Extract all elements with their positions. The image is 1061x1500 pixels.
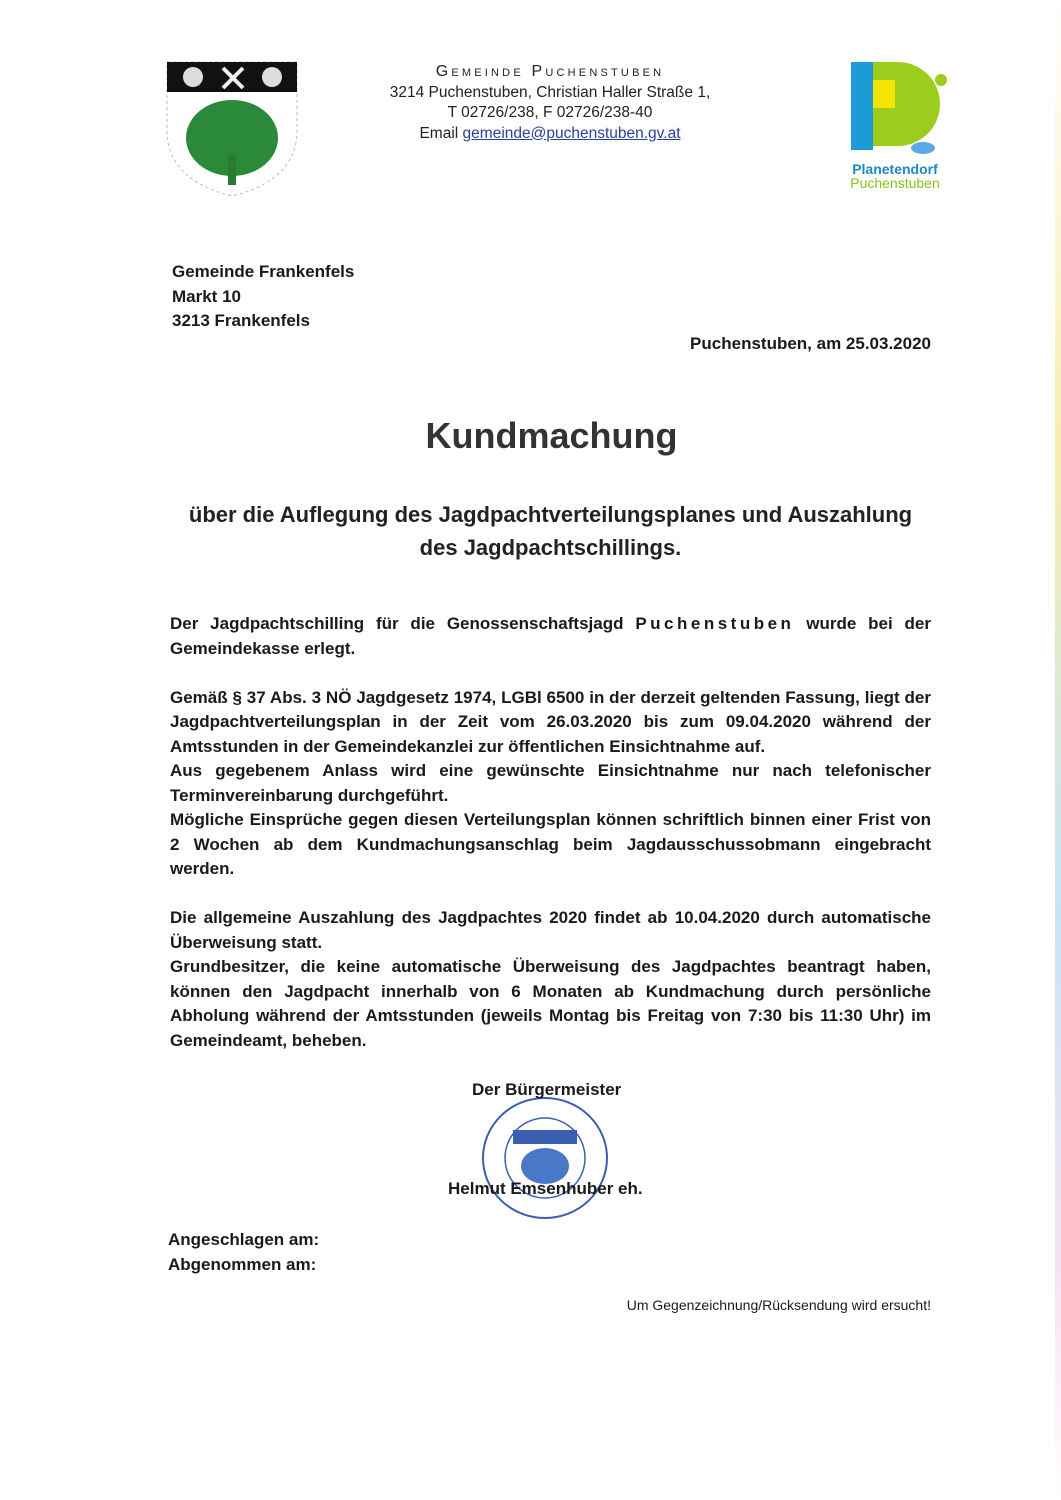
official-stamp [478, 1094, 613, 1222]
planetendorf-p-icon [843, 58, 948, 158]
paragraph [170, 686, 931, 882]
recipient-line: 3213 Frankenfels [172, 311, 310, 330]
removed-label: Abgenommen am: [168, 1254, 317, 1274]
planetendorf-logo [840, 58, 950, 190]
paragraph [170, 906, 931, 1053]
letterhead [310, 62, 790, 144]
municipality-name: Gemeinde Puchenstuben [435, 63, 665, 80]
text-spaced: Puchenstuben [635, 614, 795, 633]
subtitle-line: des Jagdpachtschillings. [419, 535, 682, 560]
text: Mögliche Einsprüche gegen diesen Verteilungsplan können schriftlich binnen einer Frist von 2 Wochen ab dem Kundmachungsanschlag beim Jagdausschussobmann eingebracht werden. [170, 810, 931, 878]
email-label: Email [419, 124, 459, 142]
subtitle-line: über die Auflegung des Jagdpachtverteilungsplanes und Auszahlung [188, 502, 913, 527]
text: Der Jagdpachtschilling für die Genossenschaftsjagd [170, 614, 624, 633]
text: wurde bei der Gemeindekasse erlegt. [170, 614, 931, 658]
recipient-line: Gemeinde Frankenfels [172, 262, 355, 281]
logo-line2: Puchenstuben [850, 175, 940, 191]
text: Gemäß § 37 Abs. 3 NÖ Jagdgesetz 1974, LGBl 6500 in der derzeit geltenden Fassung, liegt der Jagdpachtverteilungsplan in der Zeit vom 26.03.2020 bis zum 09.04.2020 während der Amtsstunden in der Gemeindekanzlei zur öffentlichen Einsichtnahme auf. [170, 687, 931, 756]
text: Grundbesitzer, die keine automatische Überweisung des Jagdpachtes beantragt haben, können den Jagdpacht innerhalb von 6 Monaten ab Kundmachung durch persönliche Abholung während der Amtsstunden (jeweils Montag bis Freitag von 7:30 bis 11:30 Uhr) im Gemeindeamt, beheben. [170, 957, 931, 1050]
posted-label: Angeschlagen am: [168, 1230, 320, 1249]
signatory-name: Helmut Emsenhuber eh. [448, 1179, 643, 1198]
municipality-phone: T 02726/238, F 02726/238-40 [447, 104, 653, 121]
posting-info [168, 1228, 319, 1277]
coat-of-arms-logo [165, 60, 300, 200]
date-line: Puchenstuben, am 25.03.2020 [690, 334, 931, 353]
recipient-line: Markt 10 [172, 286, 241, 306]
document-body [170, 612, 931, 1078]
recipient-address [172, 260, 354, 334]
text: Die allgemeine Auszahlung des Jagdpachtes 2020 findet ab 10.04.2020 durch automatische Überweisung statt. [170, 908, 931, 952]
signatory-role: Der Bürgermeister [472, 1080, 622, 1099]
logo-line1: Planetendorf [852, 161, 938, 177]
municipality-address: 3214 Puchenstuben, Christian Haller Straße 1, [389, 83, 711, 101]
text: Aus gegebenem Anlass wird eine gewünschte Einsichtnahme nur nach telefonischer Terminvereinbarung durchgeführt. [170, 761, 931, 805]
document-title: Kundmachung [425, 415, 678, 456]
scan-edge [1055, 0, 1061, 1500]
footer-note: Um Gegenzeichnung/Rücksendung wird ersucht! [626, 1297, 931, 1313]
email-link[interactable]: gemeinde@puchenstuben.gv.at [462, 124, 681, 142]
document-subtitle [170, 498, 931, 564]
paragraph [170, 612, 931, 661]
